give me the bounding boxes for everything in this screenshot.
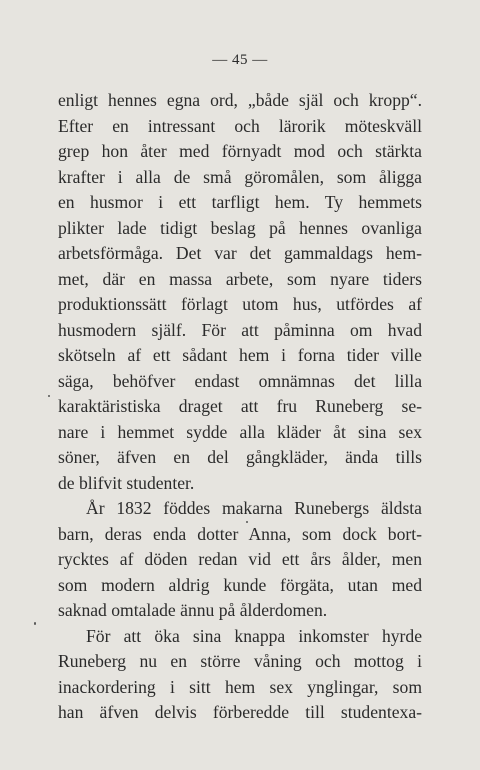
body-text: [58, 88, 422, 726]
text-line: enligt hennes egna ord, „både själ och kropp“.: [58, 90, 422, 110]
print-speck: [246, 521, 248, 523]
text-line: en husmor i ett tarfligt hem. Ty hemmets: [58, 192, 422, 212]
text-line: saknad omtalade ännu på ålderdomen.: [58, 600, 328, 620]
text-line: plikter lade tidigt beslag på hennes ovanliga: [58, 217, 422, 238]
text-line: karaktäristiska draget att fru Runeberg se-: [58, 396, 422, 416]
print-speck: [48, 395, 50, 397]
text-line: För att öka sina knappa inkomster hyrde: [86, 625, 422, 646]
text-line: de blifvit studenter.: [58, 472, 195, 493]
text-line: skötseln af ett sådant hem i forna tider ville: [58, 345, 422, 365]
text-line: söner, äfven en del gångkläder, ända tills: [58, 447, 422, 467]
text-line: barn, deras enda dotter Anna, som dock bort-: [58, 523, 422, 544]
print-speck: [34, 622, 36, 625]
text-line: grep hon åter med förnyadt mod och stärkta: [58, 141, 422, 161]
text-line: arbetsförmåga. Det var det gammaldags hem-: [58, 243, 422, 263]
page-number: — 45 —: [212, 52, 268, 68]
text-line: Efter en intressant och lärorik möteskväll: [58, 115, 422, 136]
text-line: inackordering i sitt hem sex ynglingar, som: [58, 676, 422, 697]
text-line: nare i hemmet sydde alla kläder åt sina sex: [58, 421, 422, 442]
text-line: krafter i alla de små göromålen, som åligga: [58, 166, 422, 187]
text-line: produktionssätt förlagt utom hus, utfördes af: [58, 294, 422, 314]
text-line: met, där en massa arbete, som nyare tiders: [58, 268, 422, 289]
text-line: han äfven delvis förberedde till studentexa-: [58, 702, 422, 722]
text-line: som modern aldrig kunde förgäta, utan med: [58, 574, 422, 595]
text-line: rycktes af döden redan vid ett års ålder, men: [58, 549, 422, 569]
text-line: År 1832 föddes makarna Runebergs äldsta: [86, 498, 422, 518]
text-line: säga, behöfver endast omnämnas det lilla: [58, 370, 422, 391]
text-line: husmodern själf. För att påminna om hvad: [58, 319, 422, 340]
text-line: Runeberg nu en större våning och mottog i: [58, 651, 422, 671]
